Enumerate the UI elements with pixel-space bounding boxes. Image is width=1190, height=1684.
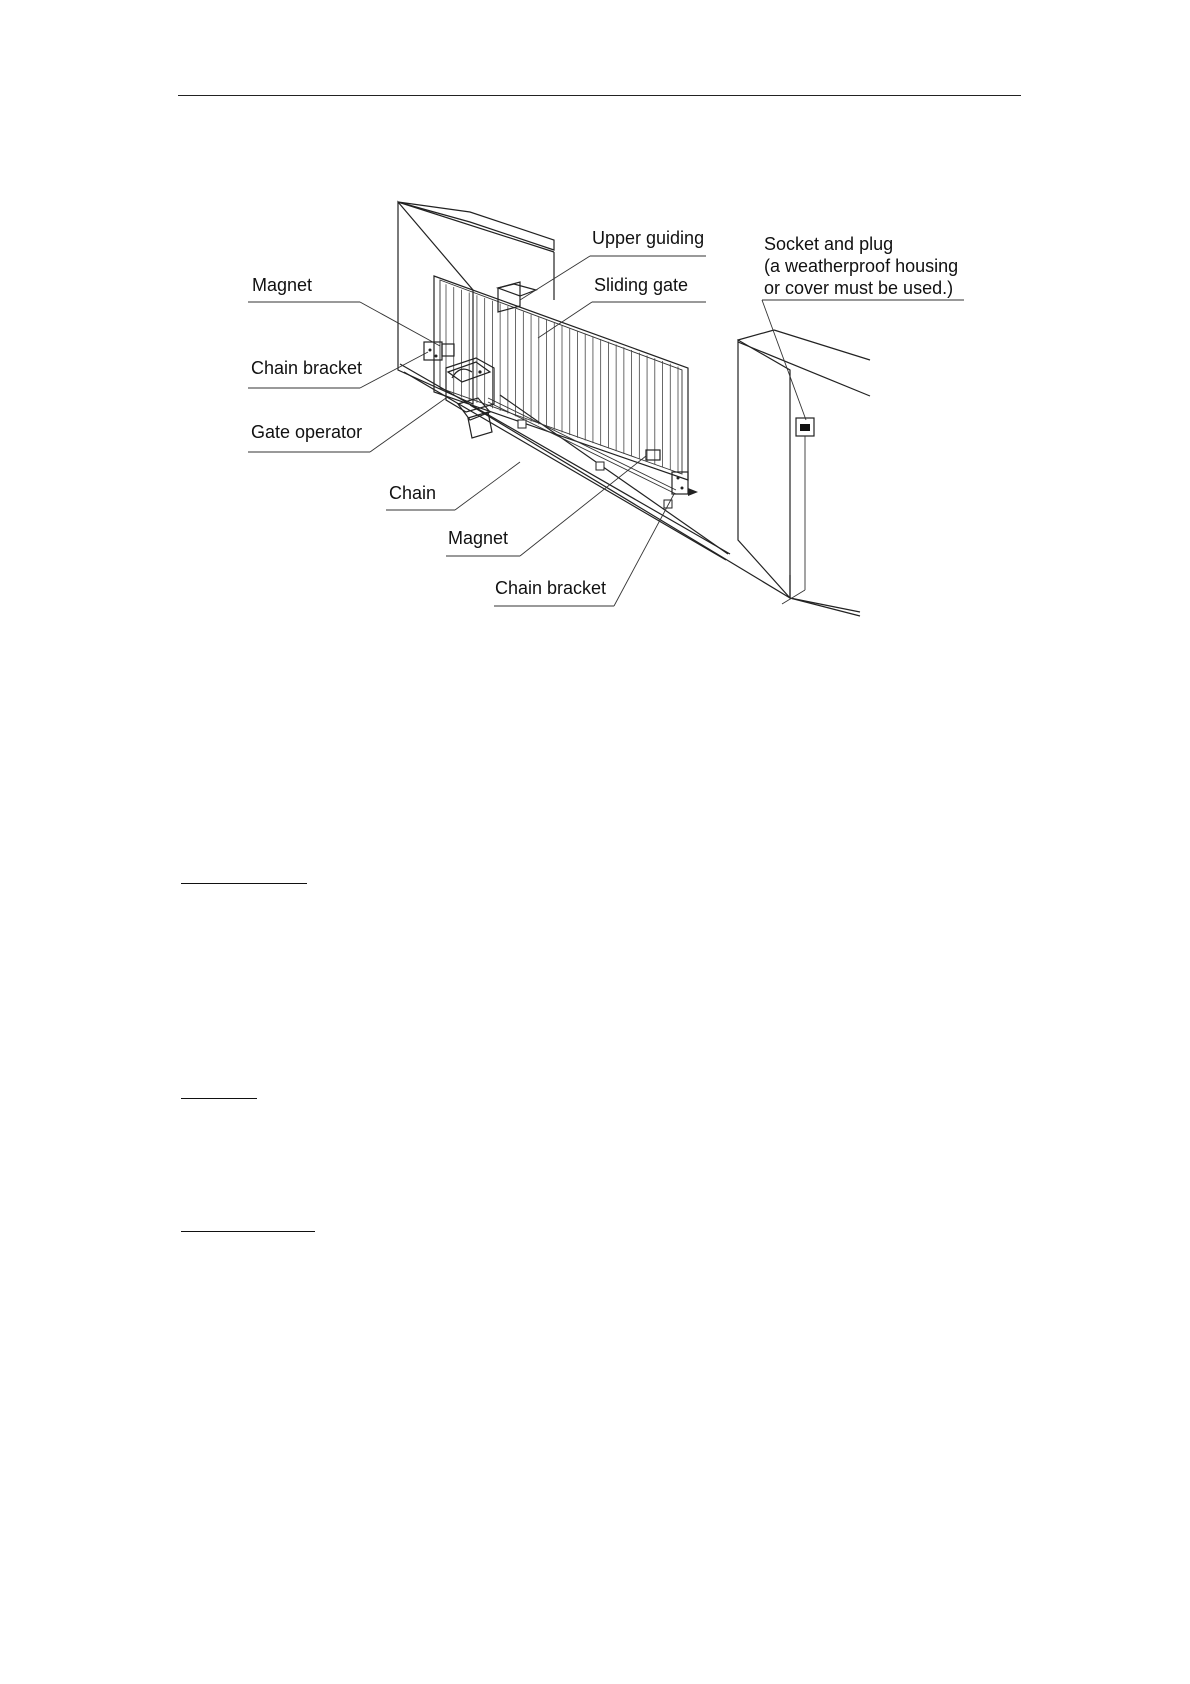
- label-magnet-bottom: Magnet: [448, 528, 509, 548]
- label-chain-bracket-bottom: Chain bracket: [495, 578, 607, 598]
- label-socket-line-2: (a weatherproof housing: [764, 256, 959, 276]
- section-heading-underline-3: [181, 1231, 315, 1232]
- track-rail: [400, 364, 790, 598]
- label-gate-operator: Gate operator: [251, 422, 363, 442]
- label-chain-bracket-top: Chain bracket: [251, 358, 363, 378]
- track-roller: [596, 462, 604, 470]
- label-chain: Chain: [389, 483, 437, 503]
- right-pillar: [738, 330, 870, 616]
- track-rollers: [518, 420, 672, 508]
- label-socket-line-1: Socket and plug: [764, 234, 894, 254]
- section-heading-underline-1: [181, 883, 307, 884]
- chain-line: [488, 398, 676, 494]
- track-roller: [664, 500, 672, 508]
- chain-bracket-left: [424, 342, 442, 360]
- section-heading-underline-2: [181, 1098, 257, 1099]
- magnet-right: [646, 450, 660, 460]
- left-pillar: [398, 202, 554, 404]
- gate-operator-unit: [446, 358, 494, 438]
- track-roller: [518, 420, 526, 428]
- label-magnet-top: Magnet: [252, 275, 313, 295]
- label-upper-guiding: Upper guiding: [592, 228, 705, 248]
- label-sliding-gate: Sliding gate: [594, 275, 689, 295]
- label-socket-line-3: or cover must be used.): [764, 278, 954, 298]
- magnet-left: [442, 344, 454, 356]
- socket-and-plug: [782, 418, 814, 604]
- upper-guiding-block: [498, 282, 536, 312]
